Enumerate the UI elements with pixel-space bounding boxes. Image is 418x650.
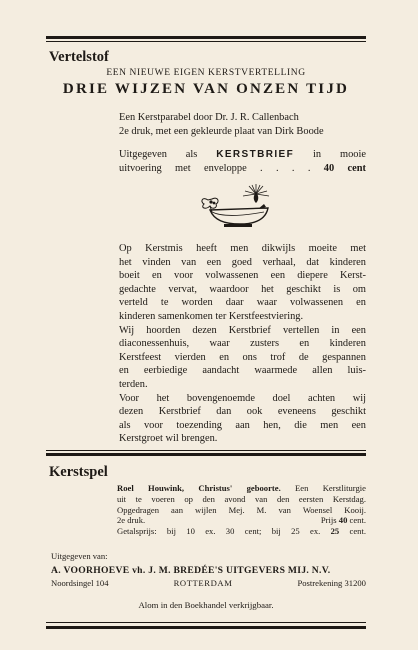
top-rule-thick — [46, 36, 366, 39]
body-line: boeit en voor volwassenen een diepere Kerst- — [119, 270, 366, 282]
kerstspel-price-label: Prijs — [320, 515, 337, 526]
kerstbrief-word: KERSTBRIEF — [216, 149, 295, 160]
offer-text: uitvoering met enveloppe . . . . — [119, 162, 311, 174]
body-line: gedachte vervat, waardoor het geschikt is om — [119, 283, 366, 295]
body-line: Wij hoorden dezen Kerstbrief vertellen in een — [119, 324, 366, 336]
kerstspel-edition: 2e druk. — [117, 515, 146, 526]
kerstspel-price — [321, 515, 366, 526]
bottom-rule-thick — [46, 626, 366, 629]
kerstspel-price-value: 40 — [338, 515, 348, 526]
bottom-rule-thin — [46, 622, 366, 623]
top-rule-thin — [46, 41, 366, 42]
body-line: terden. — [119, 378, 148, 390]
body-line: diaconessenhuis, waar zusters en kinderen — [119, 338, 366, 350]
section-label-vertelstof: Vertelstof — [49, 49, 109, 65]
publisher-city: ROTTERDAM — [173, 578, 233, 588]
body-line: en eerbiedige aandacht waarmede allen luis- — [119, 365, 366, 377]
kerstspel-line-1 — [117, 483, 366, 494]
kerstspel-line-5 — [117, 526, 366, 537]
offer-price: 40 cent — [323, 162, 366, 174]
kerstspel-details — [117, 483, 366, 537]
kerstspel-bulk-unit: cent. — [349, 526, 366, 537]
publisher-address: Noordsingel 104 — [51, 578, 109, 588]
body-line: het vinden van een goed verhaal, dat kinderen — [119, 256, 366, 268]
publisher-name-row — [51, 565, 366, 576]
main-title: DRIE WIJZEN VAN ONZEN TIJD — [62, 81, 350, 97]
kerstspel-line-4 — [117, 515, 366, 526]
oil-lamp-with-holly-icon — [190, 182, 276, 232]
body-line: Kerstgroet wil brengen. — [119, 433, 218, 445]
publisher-address-row — [51, 578, 366, 588]
body-line: verteld te worden daar waar volwassenen en — [119, 297, 366, 309]
availability-note: Alom in den Boekhandel verkrijgbaar. — [138, 600, 274, 610]
kerstspel-price-unit: cent. — [349, 515, 366, 526]
body-line: als voor toezending aan hen, die men een — [119, 419, 366, 431]
publisher-postal: Postrekening 31200 — [297, 578, 366, 588]
description-line: Een Kerstparabel door Dr. J. R. Callenbach — [119, 112, 299, 123]
publisher-name: A. VOORHOEVE vh. J. M. BREDÉE'S UITGEVERS MIJ. N.V. — [51, 565, 331, 576]
kerstspel-line-2: uit te voeren op den avond van den eersten Kerstdag. — [117, 493, 366, 504]
mid-rule-thick — [46, 453, 366, 456]
offer-text: Uitgegeven als — [119, 149, 198, 160]
offer-line-2 — [119, 162, 366, 176]
body-line: kinderen samenkomen ter Kerstfeestviering. — [119, 310, 304, 322]
body-line: Voor het bovengenoemde doel achten wij — [119, 392, 366, 404]
body-line: Op Kerstmis heeft men dikwijls moeite met — [119, 243, 366, 254]
kerstspel-text: Een Kerstliturgie — [295, 483, 366, 493]
subtitle: EEN NIEUWE EIGEN KERSTVERTELLING — [106, 68, 306, 78]
kerstspel-lead: Roel Houwink, Christus' geboorte. — [117, 483, 281, 493]
offer-text: in mooie — [313, 149, 366, 160]
body-text — [119, 242, 366, 446]
offer-line-1 — [119, 148, 366, 162]
section-label-kerstspel: Kerstspel — [49, 464, 108, 480]
kerstspel-line-3: Opgedragen aan wijlen Mej. M. van Woensel Kooij. — [117, 504, 366, 515]
kerstspel-bulk-text: Getalsprijs: bij 10 ex. 30 cent; bij 25 ex. — [117, 526, 321, 537]
body-line: Kerstfeest vierden en ons trof de gespannen — [119, 351, 366, 363]
offer — [119, 148, 366, 175]
mid-rule-thin — [46, 450, 366, 451]
description-line: 2e druk, met een gekleurde plaat van Dirk Boode — [119, 125, 324, 137]
description — [119, 111, 366, 138]
publisher-intro: Uitgegeven van: — [51, 551, 108, 561]
body-line: dezen Kerstbrief dan ook eveneens geschikt — [119, 406, 366, 418]
kerstspel-bulk-price: 25 — [330, 526, 340, 537]
